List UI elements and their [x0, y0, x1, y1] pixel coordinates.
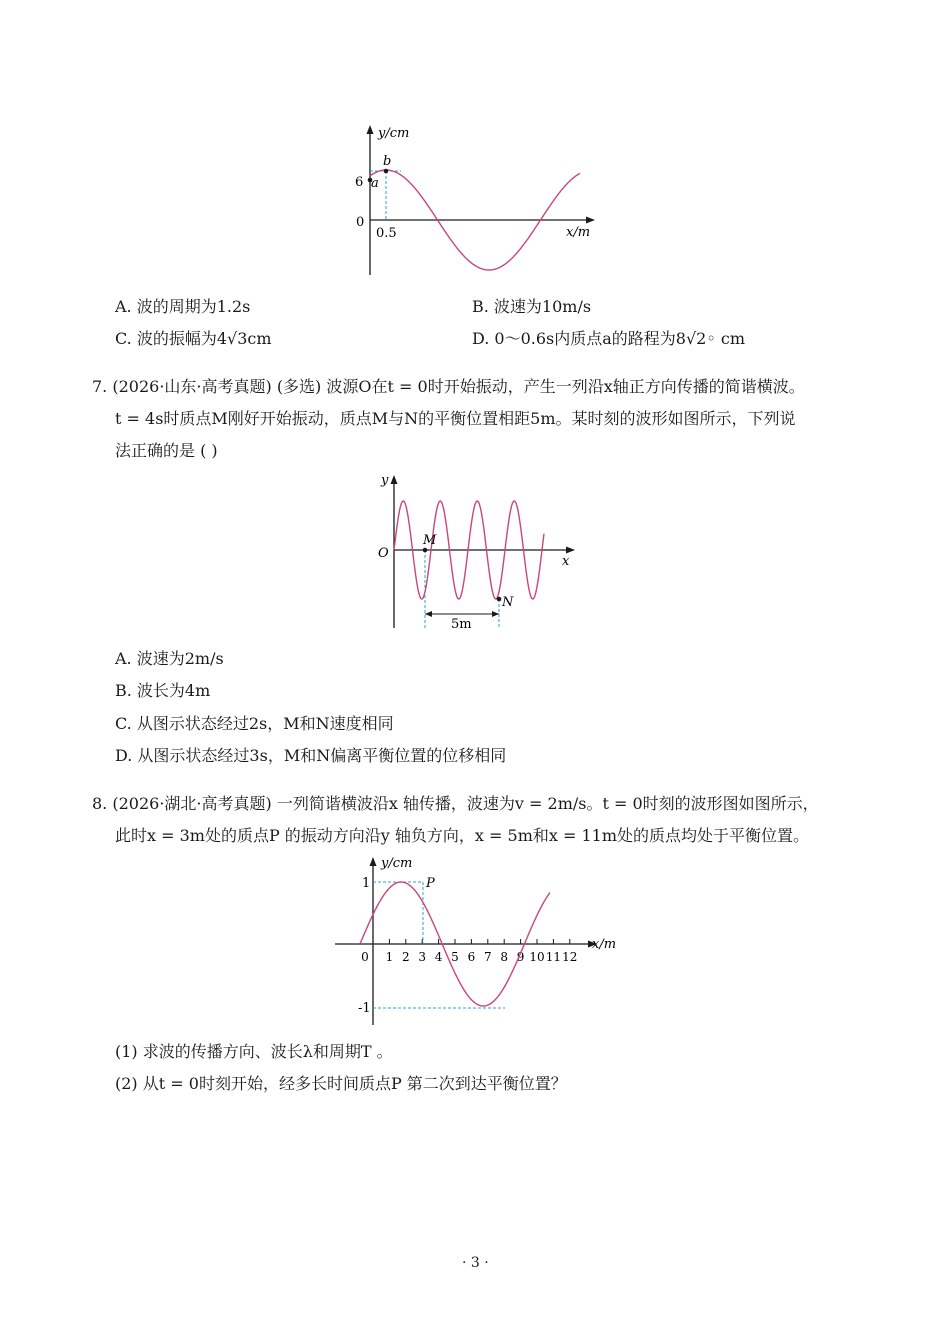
x-tick-label: 1 — [385, 950, 394, 964]
q8-sub-question-1: (1) 求波的传播方向、波长λ和周期T 。 — [115, 1042, 393, 1061]
q7-option-d: D. 从图示状态经过3s，M和N偏离平衡位置的位移相同 — [115, 746, 507, 765]
figure-q8-wave — [330, 850, 625, 1030]
x-axis-arrow — [586, 217, 595, 224]
point-b — [384, 169, 389, 174]
q7-stem-line2: t = 4s时质点M刚好开始振动，质点M与N的平衡位置相距5m。某时刻的波形如图所示，下列说 — [115, 409, 796, 428]
label-n: N — [502, 595, 514, 610]
x-tick-label: 6 — [467, 950, 476, 964]
figure-q7-wave — [370, 468, 580, 636]
x-axis-label: x/m — [592, 937, 617, 952]
x-axis-label: x/m — [566, 225, 591, 240]
x-tick-labels — [361, 939, 577, 964]
x-tick-label: 2 — [401, 950, 410, 964]
x-tick-label: 4 — [434, 950, 443, 964]
y-axis-label: y — [381, 473, 389, 488]
label-p: P — [426, 876, 435, 891]
x-tick-label: 8 — [500, 950, 509, 964]
distance-label: 5m — [451, 617, 472, 632]
q8-stem-line2: 此时x = 3m处的质点P 的振动方向沿y 轴负方向，x = 5m和x = 11m处的质点均处于平衡位置。 — [115, 826, 810, 845]
x-tick-label: 3 — [418, 950, 427, 964]
q7-stem-line3: 法正确的是 ( ) — [115, 441, 218, 460]
x-tick-label: 7 — [483, 950, 492, 964]
y-axis-label: y/cm — [378, 126, 410, 141]
label-m: M — [423, 533, 437, 548]
figure-q6-wave — [340, 120, 610, 285]
q8-stem-line1: 8. (2026·湖北·高考真题) 一列简谐横波沿x 轴传播，波速为v = 2m/s。t = 0时刻的波形图如图所示， — [92, 794, 819, 813]
x-axis-arrow — [566, 547, 575, 554]
q7-option-a: A. 波速为2m/s — [115, 649, 224, 668]
distance-arrow-right — [492, 611, 499, 617]
q7-stem-line1: 7. (2026·山东·高考真题) (多选) 波源O在t = 0时开始振动，产生一列沿x轴正方向传播的简谐横波。 — [92, 377, 805, 396]
y-axis-label: y/cm — [381, 856, 413, 871]
tick-0-5: 0.5 — [376, 226, 397, 241]
q6-option-d: D. 0～0.6s内质点a的路程为8√2◦ cm — [472, 329, 746, 348]
q7-option-b: B. 波长为4m — [115, 681, 211, 700]
y-axis-arrow — [370, 857, 377, 866]
x-tick-label: 10 — [529, 950, 545, 964]
x-tick-label: 11 — [545, 950, 562, 964]
y-axis-arrow — [367, 125, 374, 134]
x-axis-label: x — [562, 554, 570, 569]
tick-6: 6 — [355, 175, 364, 190]
tick-minus-1: -1 — [358, 1001, 371, 1016]
q8-sub-question-2: (2) 从t = 0时刻开始，经多长时间质点P 第二次到达平衡位置？ — [115, 1074, 567, 1093]
label-b: b — [383, 154, 392, 169]
q6-option-c: C. 波的振幅为4√3cm — [115, 329, 272, 348]
x-tick-label: 9 — [516, 950, 525, 964]
origin-label: O — [378, 546, 389, 561]
page-number: · 3 · — [462, 1255, 489, 1271]
label-a: a — [371, 176, 379, 191]
q6-option-a: A. 波的周期为1.2s — [115, 297, 251, 316]
tick-0: 0 — [356, 215, 365, 230]
x-tick-label: 5 — [451, 950, 459, 964]
distance-arrow-left — [425, 611, 432, 617]
q7-option-c: C. 从图示状态经过2s，M和N速度相同 — [115, 714, 394, 733]
x-tick-label: 0 — [361, 950, 369, 964]
y-axis-arrow — [391, 475, 398, 484]
point-n — [497, 597, 502, 602]
tick-1: 1 — [362, 876, 371, 891]
point-m — [423, 548, 428, 553]
q6-option-b: B. 波速为10m/s — [472, 297, 592, 316]
x-tick-label: 12 — [562, 950, 578, 964]
